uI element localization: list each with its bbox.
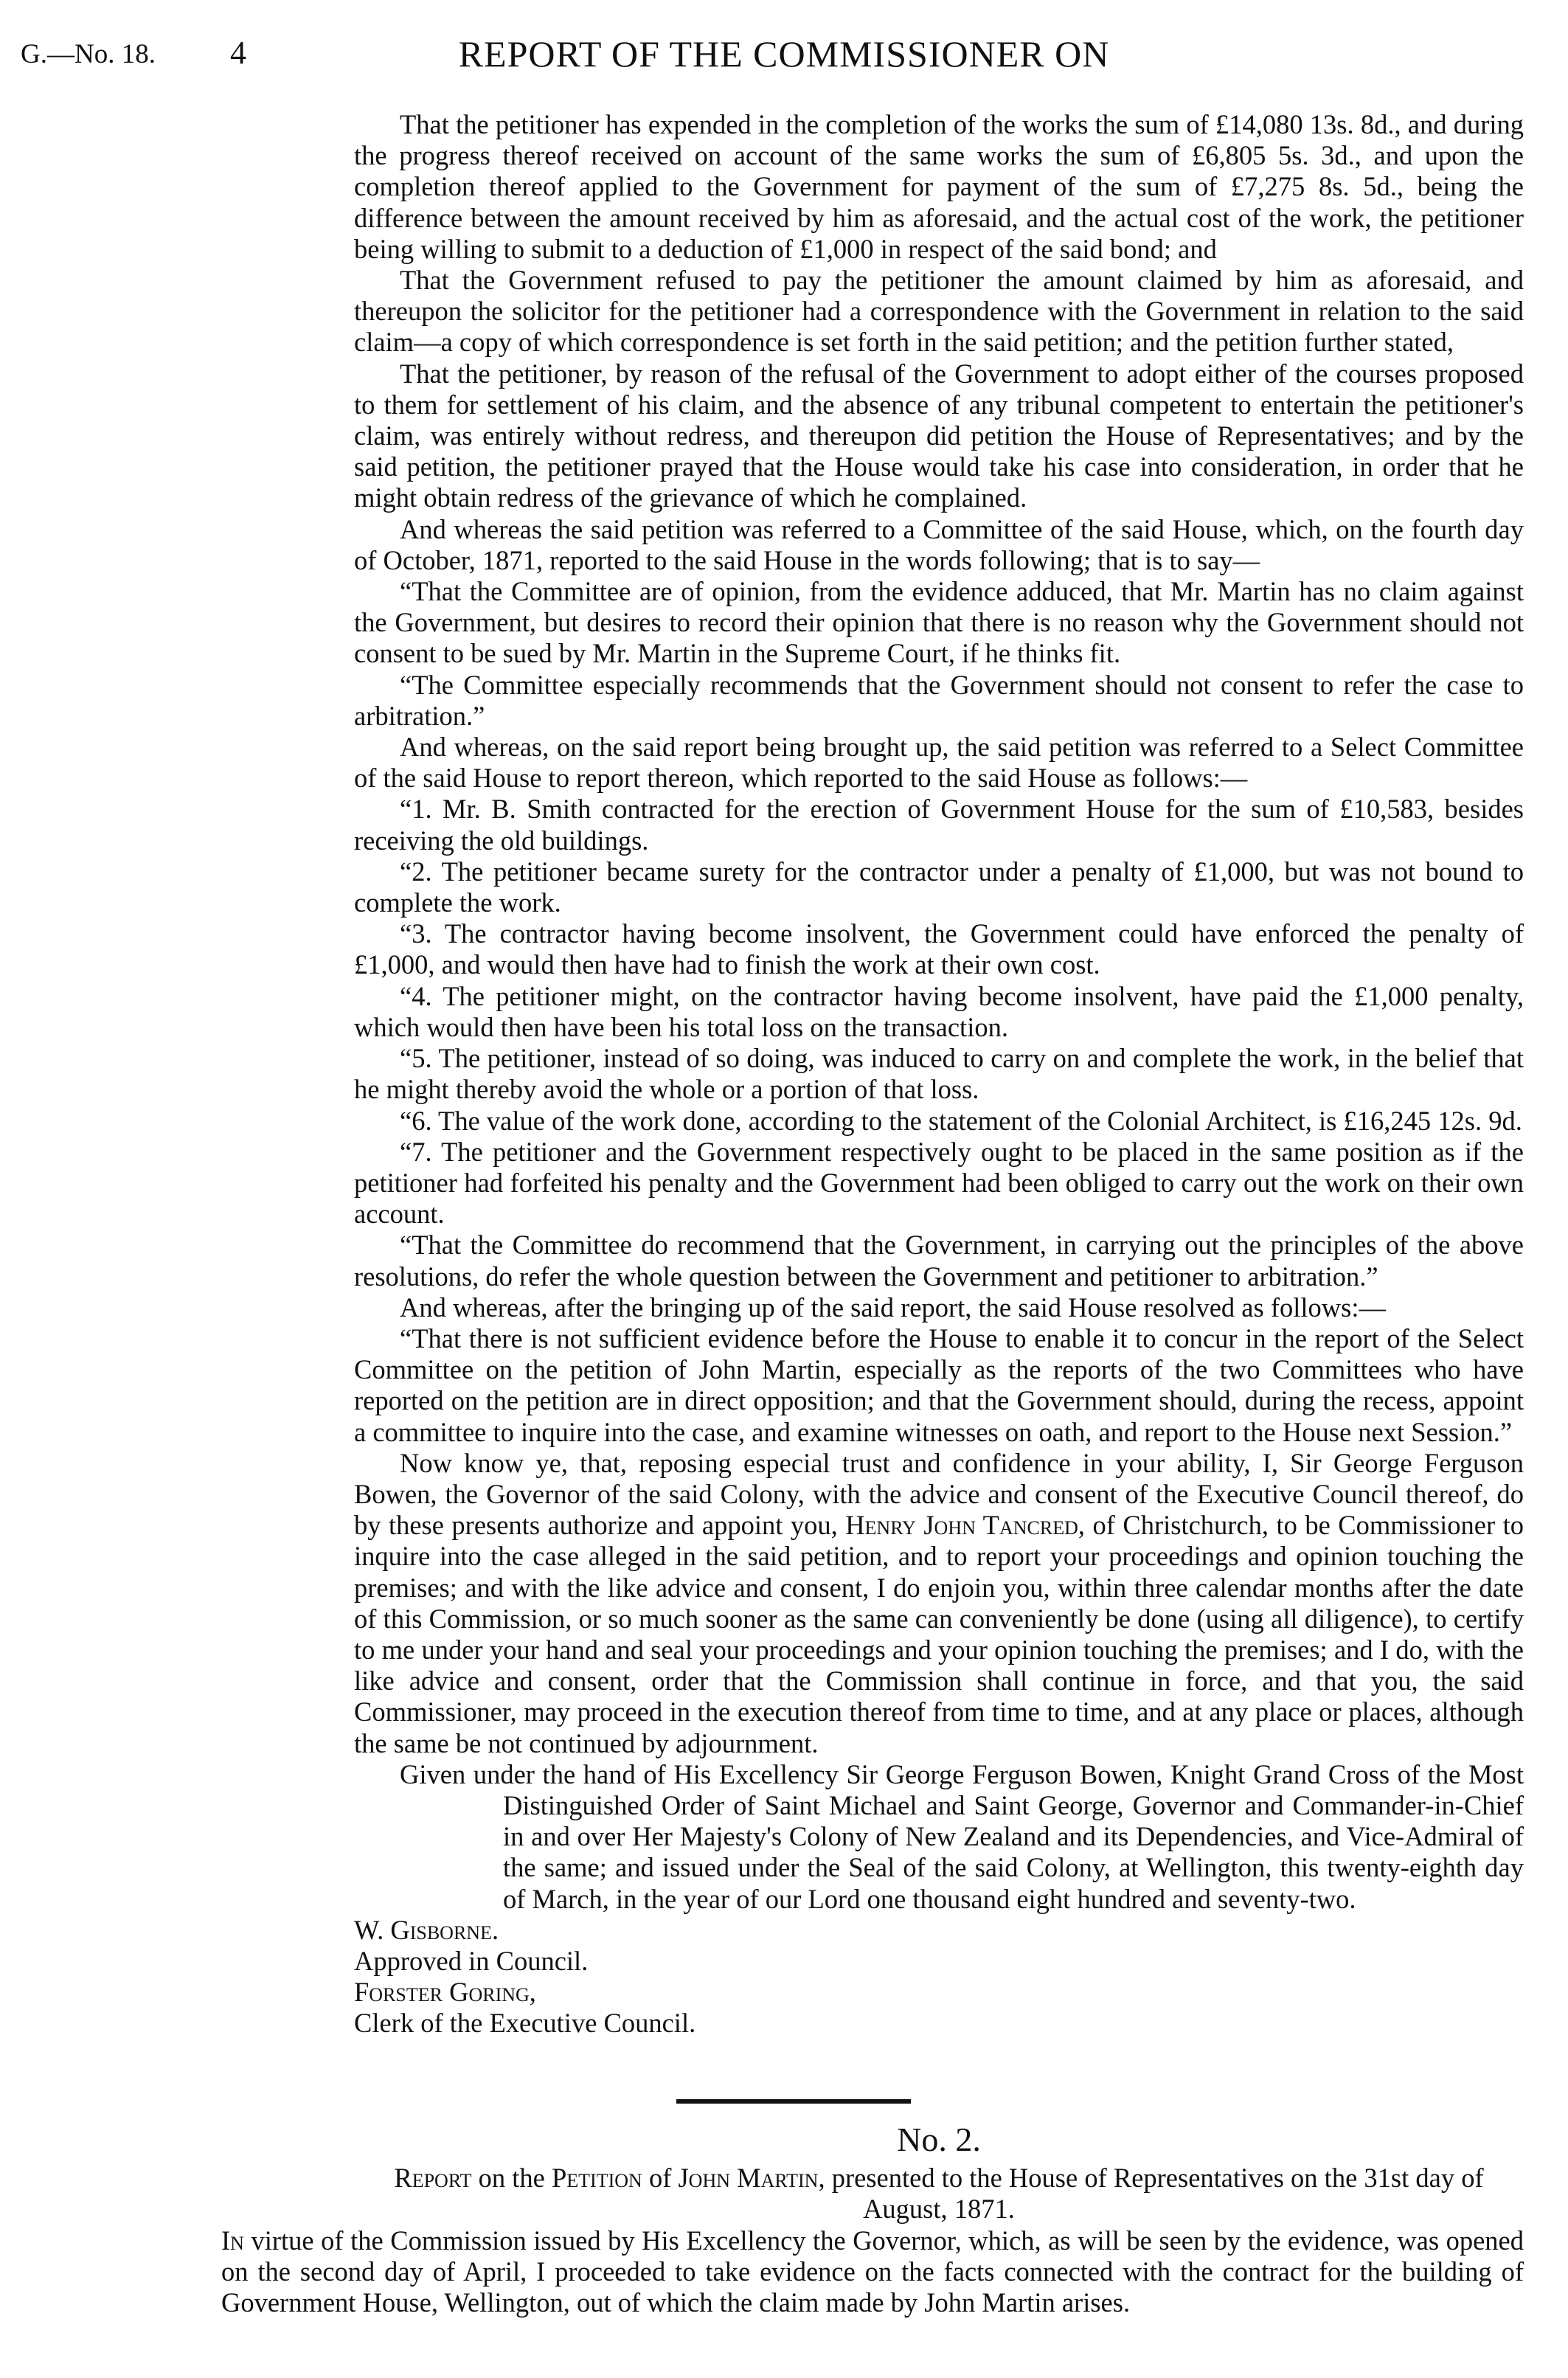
text: Now know ye, that, reposing especial trust and confidence in your ability, I, Sir George Ferguson Bowen, the Governor of the said Colony, with the advice and consent of the Executive Council thereof, do by these presents authorize and appoint you, (354, 1447, 1524, 1541)
section-divider (676, 2099, 911, 2104)
intro-paragraph (221, 2225, 1524, 2319)
paragraph: That the petitioner has expended in the completion of the works the sum of £14,080 13s. 8d., and during the progress thereof received on account of the same works the sum of £6,805 5s. 3d., and upon the completion thereof applied to the Government for payment of the sum of £7,275 8s. 5d., being the difference between the amount received by him as aforesaid, and the actual cost of the work, the petitioner being willing to submit to a deduction of £1,000 in respect of the said bond; and (354, 109, 1524, 264)
paragraph (354, 1448, 1524, 1759)
approved-line: Approved in Council. (354, 1945, 589, 1976)
commission-text (354, 109, 1524, 2039)
text: , presented to the House of Representatives on the 31st day of August, 1871. (818, 2163, 1484, 2225)
text: of (642, 2163, 679, 2194)
running-title: REPORT OF THE COMMISSIONER ON (458, 33, 1110, 74)
section-number: No. 2. (897, 2121, 981, 2158)
text: In (221, 2225, 244, 2256)
text: virtue of the Commission issued by His Excellency the Governor, which, as will be seen by the evidence, was opened on the second day of April, I proceeded to take evidence on the facts connected with the contract for the building of Government House, Wellington, out of which the claim made by John Martin arises. (221, 2225, 1524, 2318)
clerk-name: Forster Goring, (354, 1977, 536, 2008)
paragraph: That the Government refused to pay the petitioner the amount claimed by him as aforesaid, and thereupon the solicitor for the petitioner had a correspondence with the Government in relation to the said claim—a copy of which correspondence is set forth in the said petition; and the petition further stated, (354, 265, 1524, 358)
text: John Martin (678, 2163, 819, 2194)
paragraph: And whereas, after the bringing up of the said report, the said House resolved as follows:— (400, 1292, 1386, 1323)
clerk-title: Clerk of the Executive Council. (354, 2008, 696, 2039)
resolution-item: “6. The value of the work done, according to the statement of the Colonial Architect, is £16,245 12s. 9d. (400, 1105, 1522, 1136)
paragraph: And whereas, on the said report being brought up, the said petition was referred to a Select Committee of the said House to report thereon, which reported to the said House as follows:— (354, 732, 1524, 794)
page-header (0, 30, 1568, 81)
document-reference: G.—No. 18. (21, 39, 156, 69)
resolution-item: “5. The petitioner, instead of so doing, was induced to carry on and complete the work, in the belief that he might thereby avoid the whole or a portion of that loss. (354, 1043, 1524, 1105)
resolution-item: “1. Mr. B. Smith contracted for the erection of Government House for the sum of £10,583, besides receiving the old buildings. (354, 794, 1524, 856)
text: Petition (551, 2163, 642, 2194)
text: , of Christchurch, to be Commissioner to inquire into the case alleged in the said petition, and to report your proceedings and opinion touching the premises; and with the like advice and consent, I do enjoin you, within three calendar months after the date of this Commission, or so much sooner as the same can conveniently be done (using all diligence), to certify to me under your hand and seal your proceedings and your opinion touching the premises; and I do, with the like advice and consent, order that the Commission shall continue in force, and that you, the said Commissioner, may proceed in the execution thereof from time to time, and at any place or places, although the same be not continued by adjournment. (354, 1510, 1524, 1758)
paragraph: “That the Committee do recommend that the Government, in carrying out the principles of the above resolutions, do refer the whole question between the Government and petitioner to arbitration.” (354, 1230, 1524, 1292)
text: Given under the hand of His Excellency Sir George Ferguson Bowen, Knight Grand Cross of the Most Distinguished Order of Saint Michael and Saint George, Governor and Commander-in-Chief in and over Her Majesty's Colony of New Zealand and its Dependencies, and Vice-Admiral of the same; and issued under the Seal of the said Colony, at Wellington, this twenty-eighth day of March, in the year of our Lord one thousand eight hundred and seventy-two. (400, 1758, 1524, 1914)
text: on the (471, 2163, 552, 2194)
paragraph: And whereas the said petition was referred to a Committee of the said House, which, on the fourth day of October, 1871, reported to the said House in the words following; that is to say— (354, 513, 1524, 575)
resolution-item: “2. The petitioner became surety for the contractor under a penalty of £1,000, but was not bound to complete the work. (354, 856, 1524, 918)
given-under-hand (400, 1759, 1524, 1915)
commissioner-name: Henry John Tancred (845, 1510, 1078, 1541)
paragraph: “That the Committee are of opinion, from the evidence adduced, that Mr. Martin has no claim against the Government, but desires to record their opinion that there is no reason why the Government should not consent to be sued by Mr. Martin in the Supreme Court, if he thinks fit. (354, 576, 1524, 669)
paragraph: That the petitioner, by reason of the refusal of the Government to adopt either of the courses proposed to them for settlement of his claim, and the absence of any tribunal competent to entertain the petitioner's claim, was entirely without redress, and thereupon did petition the House of Representatives; and by the said petition, the petitioner prayed that the House would take his case into consideration, in order that he might obtain redress of the grievance of which he complained. (354, 358, 1524, 513)
section-2 (221, 2121, 1524, 2318)
section-subtitle (354, 2163, 1524, 2225)
signature: W. Gisborne. (354, 1914, 499, 1945)
resolution-item: “7. The petitioner and the Government respectively ought to be placed in the same position as if the petitioner had forfeited his penalty and the Government had been obliged to carry out the work on their own account. (354, 1136, 1524, 1230)
page-number: 4 (230, 35, 246, 71)
text: Report (394, 2163, 472, 2194)
resolution-item: “4. The petitioner might, on the contractor having become insolvent, have paid the £1,000 penalty, which would then have been his total loss on the transaction. (354, 980, 1524, 1042)
paragraph: “That there is not sufficient evidence before the House to enable it to concur in the report of the Select Committee on the petition of John Martin, especially as the reports of the two Committees who have reported on the petition are in direct opposition; and that the Government should, during the recess, appoint a committee to inquire into the case, and examine witnesses on oath, and report to the House next Session.” (354, 1323, 1524, 1447)
paragraph: “The Committee especially recommends that the Government should not consent to refer the case to arbitration.” (354, 669, 1524, 731)
resolution-item: “3. The contractor having become insolvent, the Government could have enforced the penalty of £1,000, and would then have had to finish the work at their own cost. (354, 918, 1524, 980)
